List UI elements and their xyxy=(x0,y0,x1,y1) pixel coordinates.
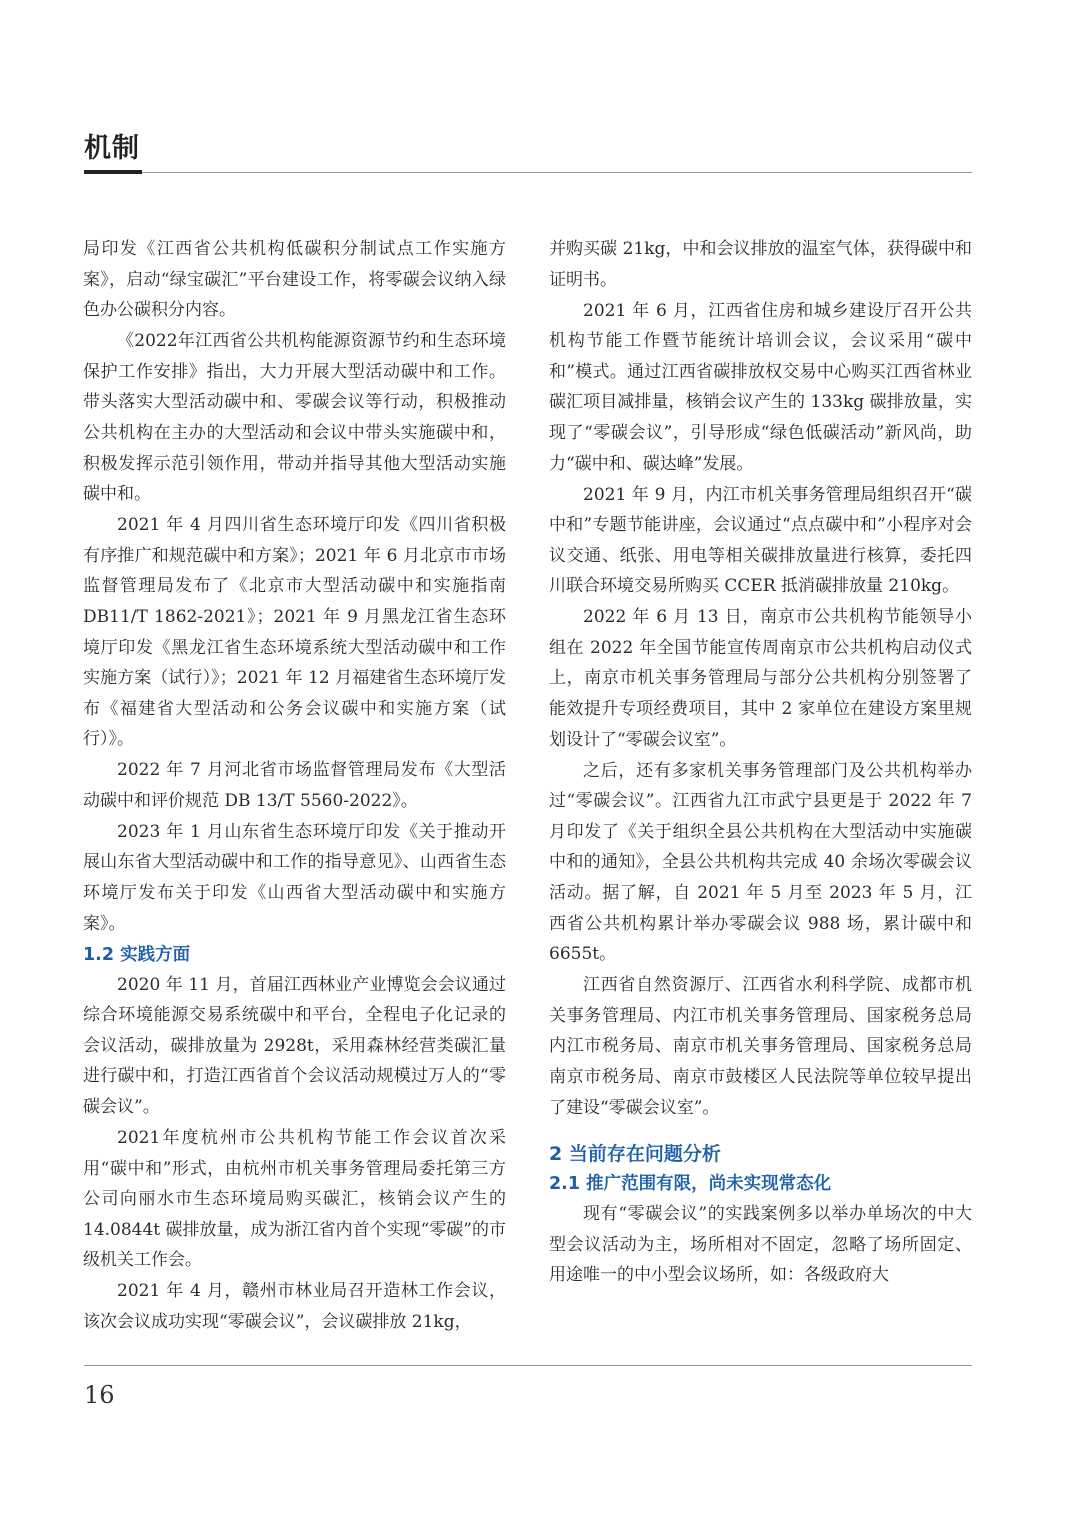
page-number: 16 xyxy=(84,1381,115,1409)
subsection-heading: 1.2 实践方面 xyxy=(83,944,191,965)
paragraph: 2021 年 6 月，江西省住房和城乡建设厅召开公共机构节能工作暨节能统计培训会议，会议采用“碳中和”模式。通过江西省碳排放权交易中心购买江西省林业碳汇项目减排量，核销会议产生的 133kg 碳排放量，实现了“零碳会议”，引导形成“绿色低碳活动”新风尚，助力“碳中和、碳达峰”发展。 xyxy=(549,300,972,474)
paragraph: 2021 年 4 月四川省生态环境厅印发《四川省积极有序推广和规范碳中和方案》；2021 年 6 月北京市市场监督管理局发布了《北京市大型活动碳中和实施指南 DB11/T 1862-2021》；2021 年 9 月黑龙江省生态环境厅印发《黑龙江省生态环境系统大型活动碳中和工作实施方案（试行）》；2021 年 12 月福建省生态环境厅发布《福建省大型活动和公务会议碳中和实施方案（试行）》。 xyxy=(83,515,506,750)
paragraph: 2021 年 9 月，内江市机关事务管理局组织召开“碳中和”专题节能讲座，会议通过“点点碳中和”小程序对会议交通、纸张、用电等相关碳排放量进行核算，委托四川联合环境交易所购买 CCER 抵消碳排放量 210kg。 xyxy=(549,484,972,597)
right-column xyxy=(549,234,972,1291)
paragraph: 《2022年江西省公共机构能源资源节约和生态环境保护工作安排》指出，大力开展大型活动碳中和工作。带头落实大型活动碳中和、零碳会议等行动，积极推动公共机构在主办的大型活动和会议中带头实施碳中和，积极发挥示范引领作用，带动并指导其他大型活动实施碳中和。 xyxy=(83,331,506,505)
paragraph: 2020 年 11 月，首届江西林业产业博览会会议通过综合环境能源交易系统碳中和平台，全程电子化记录的会议活动，碳排放量为 2928t，采用森林经营类碳汇量进行碳中和，打造江西省首个会议活动规模过万人的“零碳会议”。 xyxy=(83,974,506,1117)
paragraph: 局印发《江西省公共机构低碳积分制试点工作实施方案》，启动“绿宝碳汇”平台建设工作，将零碳会议纳入绿色办公碳积分内容。 xyxy=(83,239,506,321)
section-heading: 2 当前存在问题分析 xyxy=(549,1143,721,1166)
paragraph: 之后，还有多家机关事务管理部门及公共机构举办过“零碳会议”。江西省九江市武宁县更是于 2022 年 7 月印发了《关于组织全县公共机构在大型活动中实施碳中和的通知》，全县公共机构共完成 40 余场次零碳会议活动。据了解，自 2021 年 5 月至 2023 年 5 月，江西省公共机构累计举办零碳会议 988 场，累计碳中和 6655t。 xyxy=(549,760,972,965)
paragraph: 并购买碳 21kg，中和会议排放的温室气体，获得碳中和证明书。 xyxy=(549,239,972,290)
paragraph: 2021 年 4 月，赣州市林业局召开造林工作会议，该次会议成功实现“零碳会议”，会议碳排放 21kg， xyxy=(83,1281,506,1332)
footer-divider xyxy=(84,1365,972,1366)
paragraph: 2021年度杭州市公共机构节能工作会议首次采用“碳中和”形式，由杭州市机关事务管理局委托第三方公司向丽水市生态环境局购买碳汇，核销会议产生的 14.0844t 碳排放量，成为浙江省内首个实现“零碳”的市级机关工作会。 xyxy=(83,1127,506,1271)
paragraph: 2022 年 7 月河北省市场监督管理局发布《大型活动碳中和评价规范 DB 13/T 5560-2022》。 xyxy=(83,760,506,811)
paragraph: 2023 年 1 月山东省生态环境厅印发《关于推动开展山东省大型活动碳中和工作的指导意见》、山西省生态环境厅发布关于印发《山西省大型活动碳中和实施方案》。 xyxy=(83,821,506,934)
subsection-heading: 2.1 推广范围有限，尚未实现常态化 xyxy=(549,1174,832,1195)
paragraph: 现有“零碳会议”的实践案例多以举办单场次的中大型会议活动为主，场所相对不固定，忽略了场所固定、用途唯一的中小型会议场所，如：各级政府大 xyxy=(549,1204,972,1286)
header-accent-bar xyxy=(84,170,142,174)
paragraph: 江西省自然资源厅、江西省水利科学院、成都市机关事务管理局、内江市机关事务管理局、国家税务总局内江市税务局、南京市机关事务管理局、国家税务总局南京市税务局、南京市鼓楼区人民法院等单位较早提出了建设“零碳会议室”。 xyxy=(549,975,972,1118)
paragraph: 2022 年 6 月 13 日，南京市公共机构节能领导小组在 2022 年全国节能宣传周南京市公共机构启动仪式上，南京市机关事务管理局与部分公共机构分别签署了能效提升专项经费项目，其中 2 家单位在建设方案里规划设计了“零碳会议室”。 xyxy=(549,607,972,750)
header-divider xyxy=(84,172,972,173)
left-column xyxy=(83,234,506,1338)
section-title: 机制 xyxy=(84,133,140,164)
